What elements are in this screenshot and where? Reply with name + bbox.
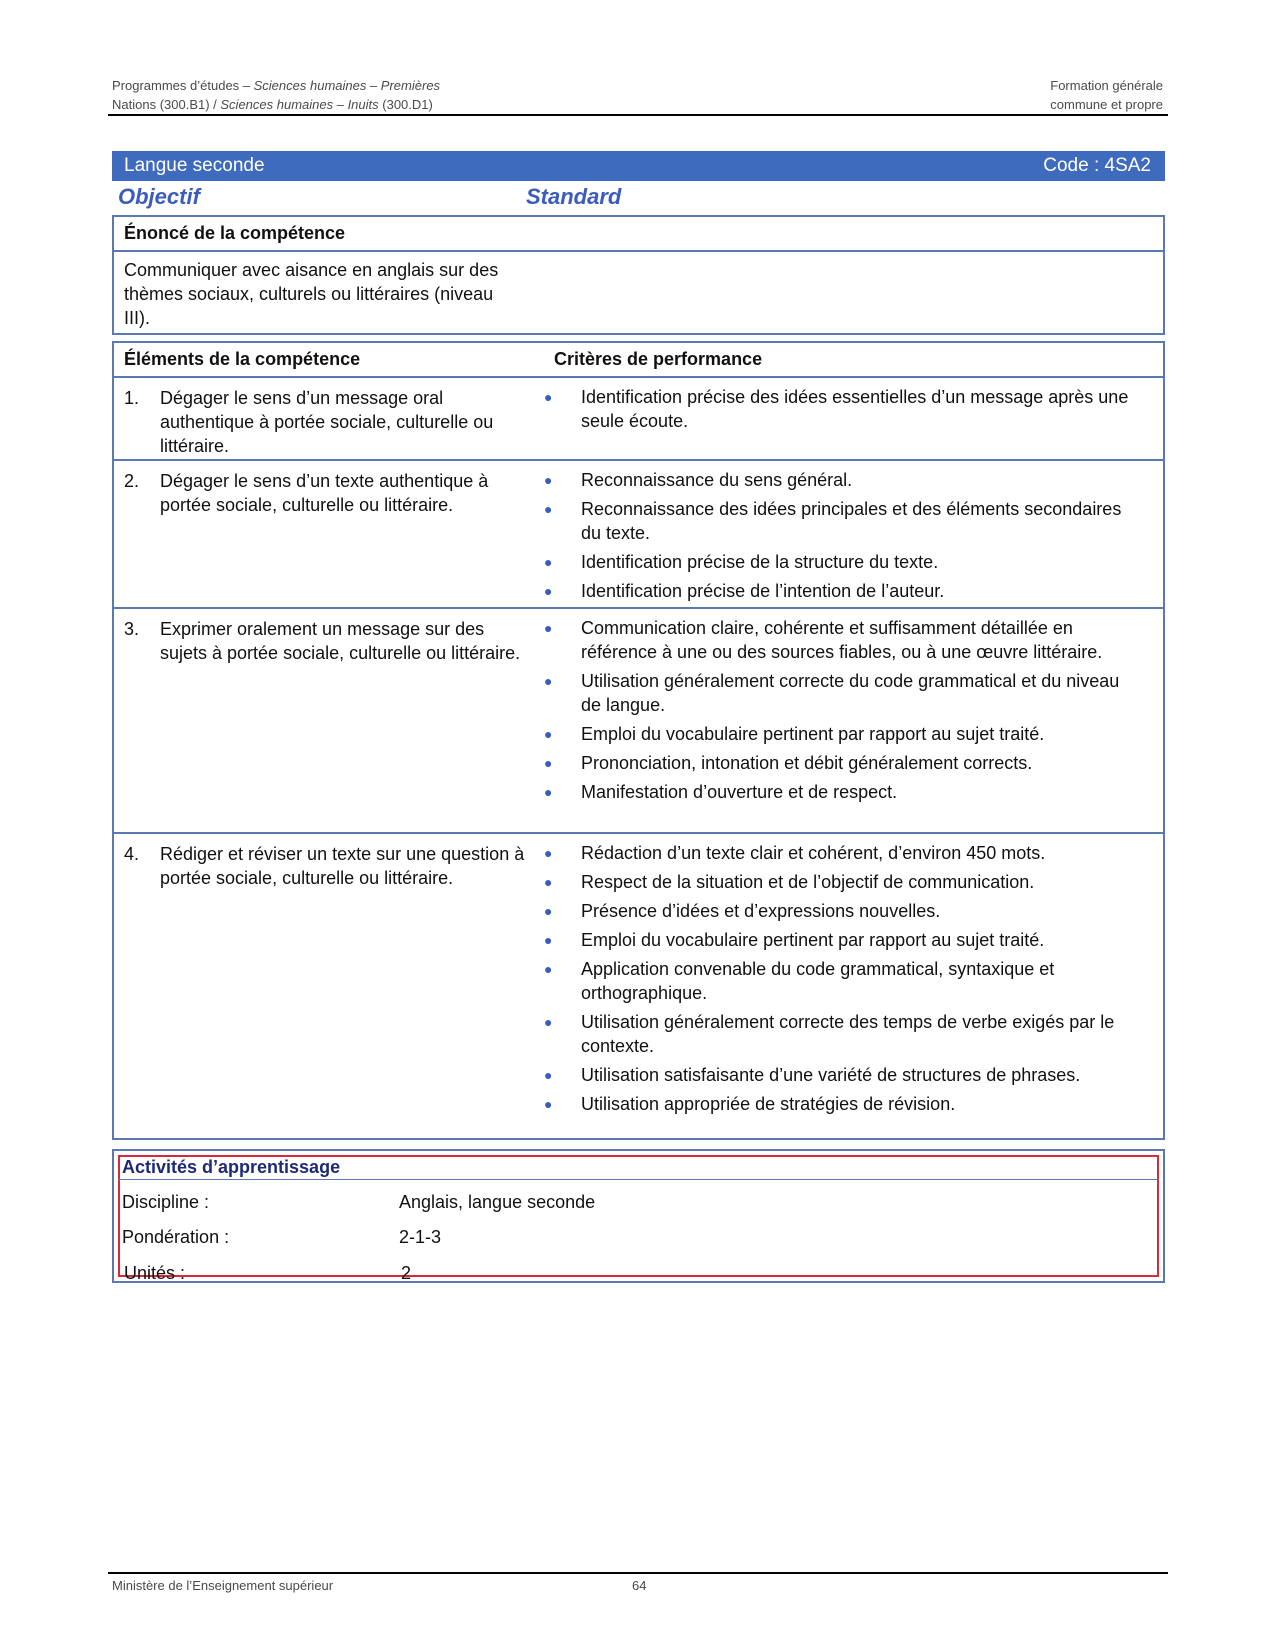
- unites-row: [124, 1263, 411, 1284]
- criterion-item: ● Utilisation généralement correcte du code grammatical et du niveau de langue.: [544, 671, 1120, 715]
- header-program-line2: Nations (300.B1) / Sciences humaines – Inuits (300.D1): [112, 97, 433, 112]
- element-number: 4.: [124, 844, 140, 864]
- ponderation-row: [122, 1227, 441, 1248]
- element-number: 1.: [124, 388, 140, 408]
- header-program: Programmes d’études – Sciences humaines – Premières: [112, 78, 441, 93]
- bullet-icon: ●: [544, 673, 553, 689]
- bullet-icon: ●: [544, 932, 553, 948]
- criteria-heading: Critères de performance: [554, 349, 763, 369]
- discipline-row: [122, 1192, 595, 1213]
- competence-statement-heading: Énoncé de la compétence: [114, 217, 1163, 252]
- ponderation-label: Pondération :: [122, 1227, 230, 1247]
- unites-label: Unités :: [124, 1263, 186, 1283]
- bullet-icon: ●: [544, 1067, 553, 1083]
- criterion-item: ● Utilisation généralement correcte des temps de verbe exigés par le contexte.: [544, 1012, 1115, 1056]
- criterion-item: ● Emploi du vocabulaire pertinent par rapport au sujet traité.: [544, 930, 1045, 950]
- element-number: 2.: [124, 471, 140, 491]
- page-number: 64: [632, 1578, 647, 1593]
- bullet-icon: ●: [544, 501, 553, 517]
- objectif-label: Objectif: [118, 184, 200, 209]
- criterion-item: ● Rédaction d’un texte clair et cohérent, d’environ 450 mots.: [544, 843, 1046, 863]
- bullet-icon: ●: [544, 755, 553, 771]
- criterion-item: ● Présence d’idées et d’expressions nouvelles.: [544, 901, 941, 921]
- criterion-item: ● Reconnaissance des idées principales et des éléments secondaires du texte.: [544, 499, 1122, 543]
- bullet-icon: ●: [544, 903, 553, 919]
- bullet-icon: ●: [544, 784, 553, 800]
- header-formation-line2: commune et propre: [1050, 97, 1163, 112]
- header-rule: [108, 114, 1168, 116]
- criterion-item: ● Prononciation, intonation et débit généralement corrects.: [544, 753, 1033, 773]
- footer-ministry: Ministère de l’Enseignement supérieur: [112, 1578, 334, 1593]
- criterion-item: ● Respect de la situation et de l’objectif de communication.: [544, 872, 1035, 892]
- criterion-item: ● Emploi du vocabulaire pertinent par rapport au sujet traité.: [544, 724, 1045, 744]
- element-text: Exprimer oralement un message sur des sujets à portée sociale, culturelle ou littéraire.: [160, 619, 521, 663]
- bullet-icon: ●: [544, 874, 553, 890]
- learning-activities-title: Activités d’apprentissage: [122, 1157, 341, 1177]
- bullet-icon: ●: [544, 554, 553, 570]
- element-row: [114, 834, 1163, 1140]
- bullet-icon: ●: [544, 583, 553, 599]
- criterion-item: ● Application convenable du code grammatical, syntaxique et orthographique.: [544, 959, 1055, 1003]
- element-text: Rédiger et réviser un texte sur une question à portée sociale, culturelle ou littéraire.: [160, 844, 525, 888]
- bullet-icon: ●: [544, 845, 553, 861]
- bullet-icon: ●: [544, 1014, 553, 1030]
- learning-activities-rule: [118, 1179, 1159, 1180]
- bullet-icon: ●: [544, 389, 553, 405]
- criterion-item: ● Identification précise des idées essentielles d’un message après une seule écoute.: [544, 387, 1129, 431]
- competence-statement-box: [112, 215, 1165, 335]
- subject-code: Code : 4SA2: [1043, 155, 1151, 176]
- bullet-icon: ●: [544, 472, 553, 488]
- unites-value: 2: [401, 1263, 412, 1283]
- subject-title: Langue seconde: [124, 155, 265, 176]
- bullet-icon: ●: [544, 726, 553, 742]
- elements-table-header: [114, 343, 1163, 378]
- criterion-item: ● Utilisation appropriée de stratégies de révision.: [544, 1094, 956, 1114]
- element-row: [114, 461, 1163, 609]
- competence-elements-table: [112, 341, 1165, 1140]
- element-row: [114, 378, 1163, 461]
- footer-rule: [108, 1572, 1168, 1574]
- criterion-item: ● Utilisation satisfaisante d’une variété de structures de phrases.: [544, 1065, 1081, 1085]
- standard-label: Standard: [526, 184, 622, 209]
- ponderation-value: 2-1-3: [399, 1227, 442, 1247]
- element-number: 3.: [124, 619, 140, 639]
- criterion-item: ● Manifestation d’ouverture et de respect.: [544, 782, 898, 802]
- page-header: [112, 76, 1163, 114]
- criterion-item: ● Identification précise de l’intention de l’auteur.: [544, 581, 945, 601]
- element-row: [114, 609, 1163, 834]
- header-formation: Formation générale: [1050, 78, 1163, 93]
- bullet-icon: ●: [544, 1096, 553, 1112]
- criterion-item: ● Identification précise de la structure du texte.: [544, 552, 939, 572]
- discipline-label: Discipline :: [122, 1192, 210, 1212]
- bullet-icon: ●: [544, 961, 553, 977]
- element-text: Dégager le sens d’un message oral authentique à portée sociale, culturelle ou littéraire.: [160, 388, 494, 456]
- competence-statement-text: Communiquer avec aisance en anglais sur des thèmes sociaux, culturels ou littéraires (niveau III).: [124, 260, 499, 328]
- element-text: Dégager le sens d’un texte authentique à portée sociale, culturelle ou littéraire.: [160, 471, 489, 515]
- criterion-item: ● Reconnaissance du sens général.: [544, 470, 853, 490]
- bullet-icon: ●: [544, 620, 553, 636]
- subject-title-bar: [112, 151, 1165, 181]
- criterion-item: ● Communication claire, cohérente et suffisamment détaillée en référence à une ou des sources fiables, ou à une œuvre littéraire.: [544, 618, 1103, 662]
- elements-heading: Éléments de la compétence: [124, 349, 361, 369]
- discipline-value: Anglais, langue seconde: [399, 1192, 596, 1212]
